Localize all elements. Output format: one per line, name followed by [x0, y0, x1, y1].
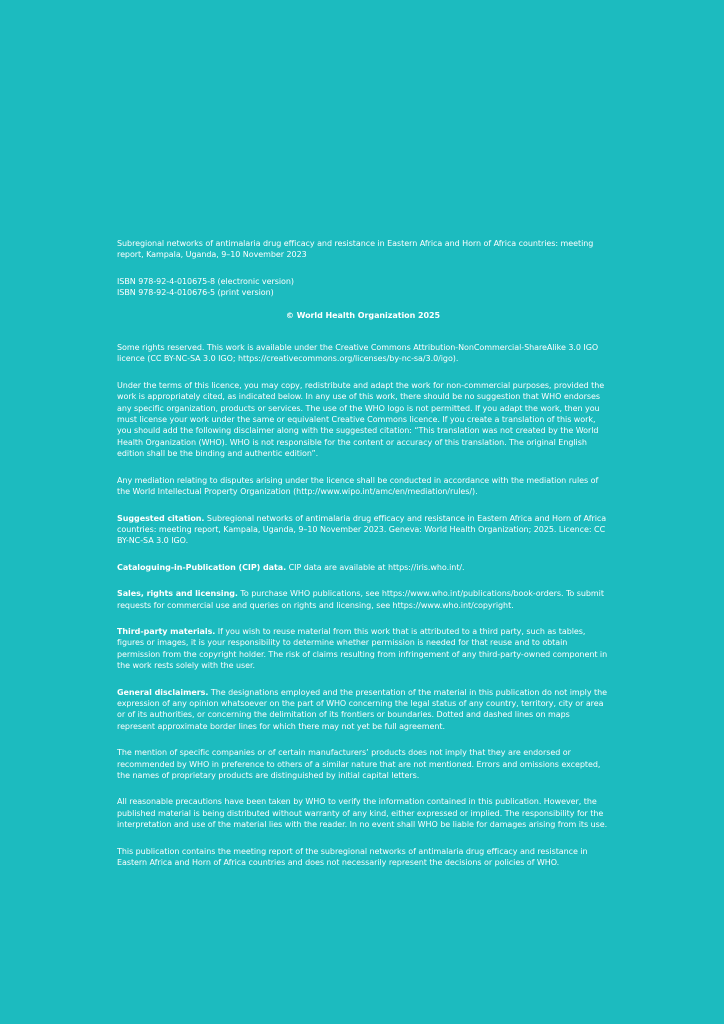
citation-label: Suggested citation.: [117, 513, 205, 523]
precautions-disclaimer: All reasonable precautions have been taken by WHO to verify the information contained in this publication. However, the published material is being distributed without warranty of any kind, either expressed or implied. The responsibility for the interpretation and use of the material lies with the reader. In no event shall WHO be liable for damages arising from its use.: [117, 797, 608, 830]
third-party-text: If you wish to reuse material from this work that is attributed to a third party, such as tables, figures or images, it is your responsibility to determine whether permission is needed for that reuse and to obtain permission from the copyright holder. The risk of claims resulting from infringement of any third-party-owned component in the work rests solely with the user.: [117, 626, 608, 671]
rights-statement: Some rights reserved. This work is available under the Creative Commons Attribution-NonCommercial-ShareAlike 3.0 IGO licence (CC BY-NC-SA 3.0 IGO; https://creativecommons.org/licenses/by-nc-sa/3.0/igo).: [117, 343, 599, 364]
isbn-block: [117, 276, 609, 299]
copyright-page-text: [117, 238, 609, 883]
isbn-print: ISBN 978-92-4-010676-5 (print version): [117, 288, 274, 298]
suggested-citation: [117, 513, 609, 547]
sales-text: To purchase WHO publications, see https://www.who.int/publications/book-orders. To submit requests for commercial use and queries on rights and licensing, see https://www.who.int/copyright.: [117, 589, 604, 610]
disclaimers-text: The designations employed and the presentation of the material in this publication do not imply the expression of any opinion whatsoever on the part of WHO concerning the legal status of any country, territory, city or area or of its authorities, or concerning the delimitation of its frontiers or boundaries. Dotted and dashed lines on maps represent approximate border lines for which there may not yet be full agreement.: [117, 687, 607, 731]
companies-disclaimer: The mention of specific companies or of certain manufacturers’ products does not imply that they are endorsed or recommended by WHO in preference to others of a similar nature that are not mentioned. Errors and omissions excepted, the names of proprietary products are distinguished by initial capital letters.: [117, 748, 601, 780]
sales-label: Sales, rights and licensing.: [117, 589, 238, 599]
sales-rights-licensing: [117, 588, 609, 611]
disclaimers-label: General disclaimers.: [117, 687, 209, 697]
copyright-notice: © World Health Organization 2025: [285, 310, 441, 320]
cip-label: Cataloguing-in-Publication (CIP) data.: [117, 562, 287, 572]
cip-text: CIP data are available at https://iris.who.int/.: [286, 562, 465, 572]
cip-data: [117, 562, 609, 573]
citation-text: Subregional networks of antimalaria drug efficacy and resistance in Eastern Africa and Horn of Africa countries: meeting report, Kampala, Uganda, 9–10 November 2023. Geneva: World Health Organization; 2025. Licence: CC BY-NC-SA 3.0 IGO.: [117, 513, 607, 546]
publication-title: Subregional networks of antimalaria drug efficacy and resistance in Eastern Africa and Horn of Africa countries: meeting report, Kampala, Uganda, 9–10 November 2023: [117, 239, 594, 260]
mediation-statement: Any mediation relating to disputes arising under the licence shall be conducted in accordance with the mediation rules of the World Intellectual Property Organization (http://www.wipo.int/amc/en/mediation/rules/).: [117, 475, 599, 497]
final-note: This publication contains the meeting report of the subregional networks of antimalaria drug efficacy and resistance in Eastern Africa and Horn of Africa countries and does not necessarily represent the decisions or policies of WHO.: [117, 846, 588, 868]
isbn-electronic: ISBN 978-92-4-010675-8 (electronic version): [117, 276, 294, 286]
third-party-materials: [117, 626, 609, 672]
third-party-label: Third-party materials.: [117, 626, 216, 636]
general-disclaimers: [117, 687, 609, 733]
licence-terms: Under the terms of this licence, you may copy, redistribute and adapt the work for non-commercial purposes, provided the work is appropriately cited, as indicated below. In any use of this work, there should be no suggestion that WHO endorses any specific organization, products or services. The use of the WHO logo is not permitted. If you adapt the work, then you must license your work under the same or equivalent Creative Commons licence. If you create a translation of this work, you should add the following disclaimer along with the suggested citation: “This translation was not created by the World Health Organization (WHO). WHO is not responsible for the content or accuracy of this translation. The original English edition shall be the binding and authentic edition”.: [117, 380, 605, 459]
